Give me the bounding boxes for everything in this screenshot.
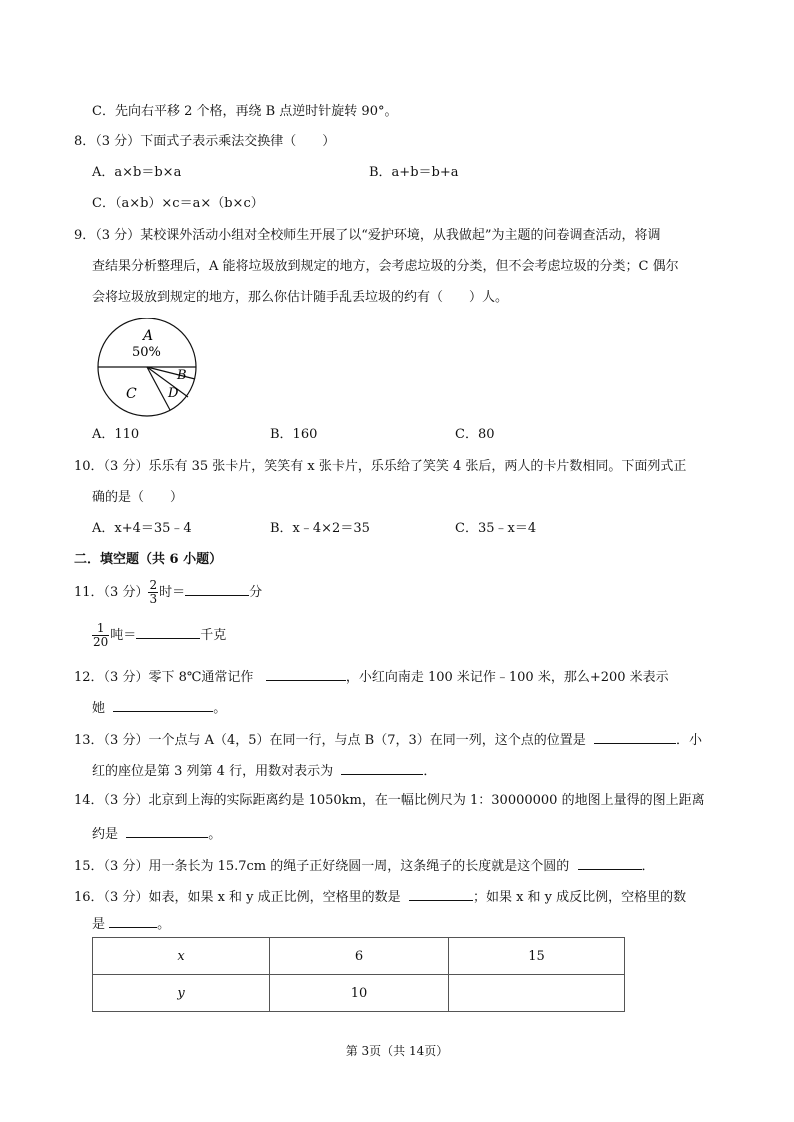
q9-line1: 某校课外活动小组对全校师生开展了以“爱护环境，从我做起”为主题的问卷调查活动，将调	[140, 228, 661, 243]
pie-label-c: C	[126, 386, 137, 402]
table-cell-y-blank[interactable]	[449, 975, 625, 1012]
q11-unit1: 时＝	[159, 585, 186, 600]
q15-number: 15．	[74, 859, 104, 874]
q12-answer-blank-2[interactable]	[113, 697, 213, 712]
q8-option-c: C．（a×b）×c＝a×（b×c）	[92, 196, 264, 211]
q16-answer-blank-1[interactable]	[409, 886, 473, 901]
q13-part1: 一个点与 A（4，5）在同一行，与点 B（7，3）在同一列，这个点的位置是	[148, 733, 586, 748]
q8-score: （3 分）	[95, 134, 141, 149]
table-row	[93, 975, 625, 1012]
q8-option-a: A．a×b＝b×a	[92, 165, 182, 180]
q14-part2: 约是	[92, 827, 119, 842]
q16-end: 。	[157, 917, 171, 932]
q13-score: （3 分）	[103, 733, 149, 748]
q12-line2	[92, 697, 226, 718]
q8-stem	[74, 133, 335, 151]
q11-frac1-num: 2	[149, 578, 158, 592]
table-cell-y-1: 10	[270, 975, 449, 1012]
page-footer: 第 3页（共 14页）	[345, 1044, 449, 1058]
pie-label-b: B	[177, 368, 187, 383]
q7-option-c: C．先向右平移 2 个格，再绕 B 点逆时针旋转 90°。	[92, 104, 398, 119]
q12-part3: 她	[92, 701, 106, 716]
q12-score: （3 分）	[103, 670, 149, 685]
q9-option-a: A．110	[92, 427, 140, 442]
q10-number: 10．	[74, 459, 104, 474]
q10-score: （3 分）	[103, 459, 149, 474]
q11-after2: 千克	[200, 628, 227, 643]
q14-score: （3 分）	[103, 793, 149, 808]
q14-line2	[92, 823, 221, 844]
q11-frac2-num: 1	[92, 622, 109, 636]
q15-line1	[74, 855, 655, 876]
q8-option-b: B．a+b＝b+a	[369, 165, 459, 180]
q8-text: 下面式子表示乘法交换律（ ）	[140, 134, 336, 149]
q12-number: 12．	[74, 670, 104, 685]
q16-part2: ；如果 x 和 y 成反比例，空格里的数	[472, 890, 687, 905]
q12-part2: ，小红向南走 100 米记作﹣100 米，那么+200 米表示	[345, 670, 669, 685]
q11-after1: 分	[249, 585, 263, 600]
q14-number: 14．	[74, 793, 104, 808]
q11-unit2: 吨＝	[110, 628, 137, 643]
q12-line1	[74, 666, 669, 687]
section2-title: 二．填空题（共 6 小题）	[74, 552, 223, 567]
q16-line1	[74, 886, 686, 907]
q9-line3: 会将垃圾放到规定的地方，那么你估计随手乱丢垃圾的约有（ ）人。	[92, 290, 509, 305]
q10-line2: 确的是（ ）	[92, 490, 184, 505]
q10-option-c: C．35﹣x＝4	[455, 521, 537, 536]
q16-part1: 如表，如果 x 和 y 成正比例，空格里的数是	[148, 890, 401, 905]
table-cell-x-2: 15	[449, 938, 625, 975]
q13-answer-blank-1[interactable]	[594, 729, 676, 744]
q9-stem-line1	[74, 227, 660, 245]
table-row	[93, 938, 625, 975]
q11-frac2-den: 20	[93, 635, 109, 649]
pie-label-d: D	[168, 386, 179, 401]
q11-frac1-den: 3	[149, 592, 158, 606]
q9-pie-chart	[92, 318, 202, 418]
q10-line1: 乐乐有 35 张卡片，笑笑有 x 张卡片，乐乐给了笑笑 4 张后，两人的卡片数相同。下面列式正	[148, 459, 687, 474]
q11-number: 11．	[74, 585, 104, 600]
q11-score: （3 分）	[103, 585, 149, 600]
q13-end: ．	[423, 764, 437, 779]
q14-line1	[74, 792, 705, 810]
q14-part1: 北京到上海的实际距离约是 1050km，在一幅比例尺为 1：30000000 的地图上量得的图上距离	[148, 793, 705, 808]
q9-score: （3 分）	[95, 228, 141, 243]
q15-score: （3 分）	[103, 859, 149, 874]
q15-end: ．	[641, 859, 655, 874]
q13-answer-blank-2[interactable]	[341, 760, 423, 775]
q12-part1: 零下 8℃通常记作	[148, 670, 254, 685]
q9-number: 9．	[74, 228, 96, 243]
q16-score: （3 分）	[103, 890, 149, 905]
q12-answer-blank-1[interactable]	[266, 666, 346, 681]
q16-line2	[92, 913, 170, 934]
q16-part3: 是	[92, 917, 106, 932]
q13-number: 13．	[74, 733, 104, 748]
q10-option-a: A．x+4＝35﹣4	[92, 521, 192, 536]
pie-divider-dc	[147, 367, 170, 410]
q9-option-c: C．80	[455, 427, 495, 442]
q10-option-b: B．x﹣4×2＝35	[270, 521, 370, 536]
q15-part1: 用一条长为 15.7cm 的绳子正好绕圆一周，这条绳子的长度就是这个圆的	[148, 859, 570, 874]
q9-option-b: B．160	[270, 427, 318, 442]
q10-stem-line1	[74, 458, 686, 476]
q16-answer-blank-2[interactable]	[109, 913, 157, 928]
table-cell-x-1: 6	[270, 938, 449, 975]
q8-number: 8．	[74, 134, 96, 149]
q11-line2	[92, 622, 226, 650]
q13-line2	[92, 760, 436, 781]
q13-part3: 红的座位是第 3 列第 4 行，用数对表示为	[92, 764, 334, 779]
pie-label-a: A	[143, 328, 154, 344]
q16-table	[92, 937, 625, 1012]
q11-answer-blank-1[interactable]	[185, 581, 249, 596]
table-cell-x-header: x	[93, 938, 270, 975]
q9-line2: 查结果分析整理后，A 能将垃圾放到规定的地方，会考虑垃圾的分类，但不会考虑垃圾的分类；C 偶尔	[92, 259, 679, 274]
table-cell-y-header: y	[93, 975, 270, 1012]
q11-answer-blank-2[interactable]	[136, 624, 200, 639]
q13-line1	[74, 729, 702, 750]
q14-end: 。	[208, 827, 222, 842]
q12-end: 。	[213, 701, 227, 716]
q15-answer-blank[interactable]	[578, 855, 642, 870]
q16-number: 16．	[74, 890, 104, 905]
pie-pct-a: 50%	[132, 345, 161, 360]
q14-answer-blank[interactable]	[126, 823, 208, 838]
q11-line1	[74, 579, 262, 607]
q11-fraction-1	[148, 579, 158, 606]
q13-part2: ．小	[676, 733, 703, 748]
q11-fraction-2	[92, 622, 109, 649]
